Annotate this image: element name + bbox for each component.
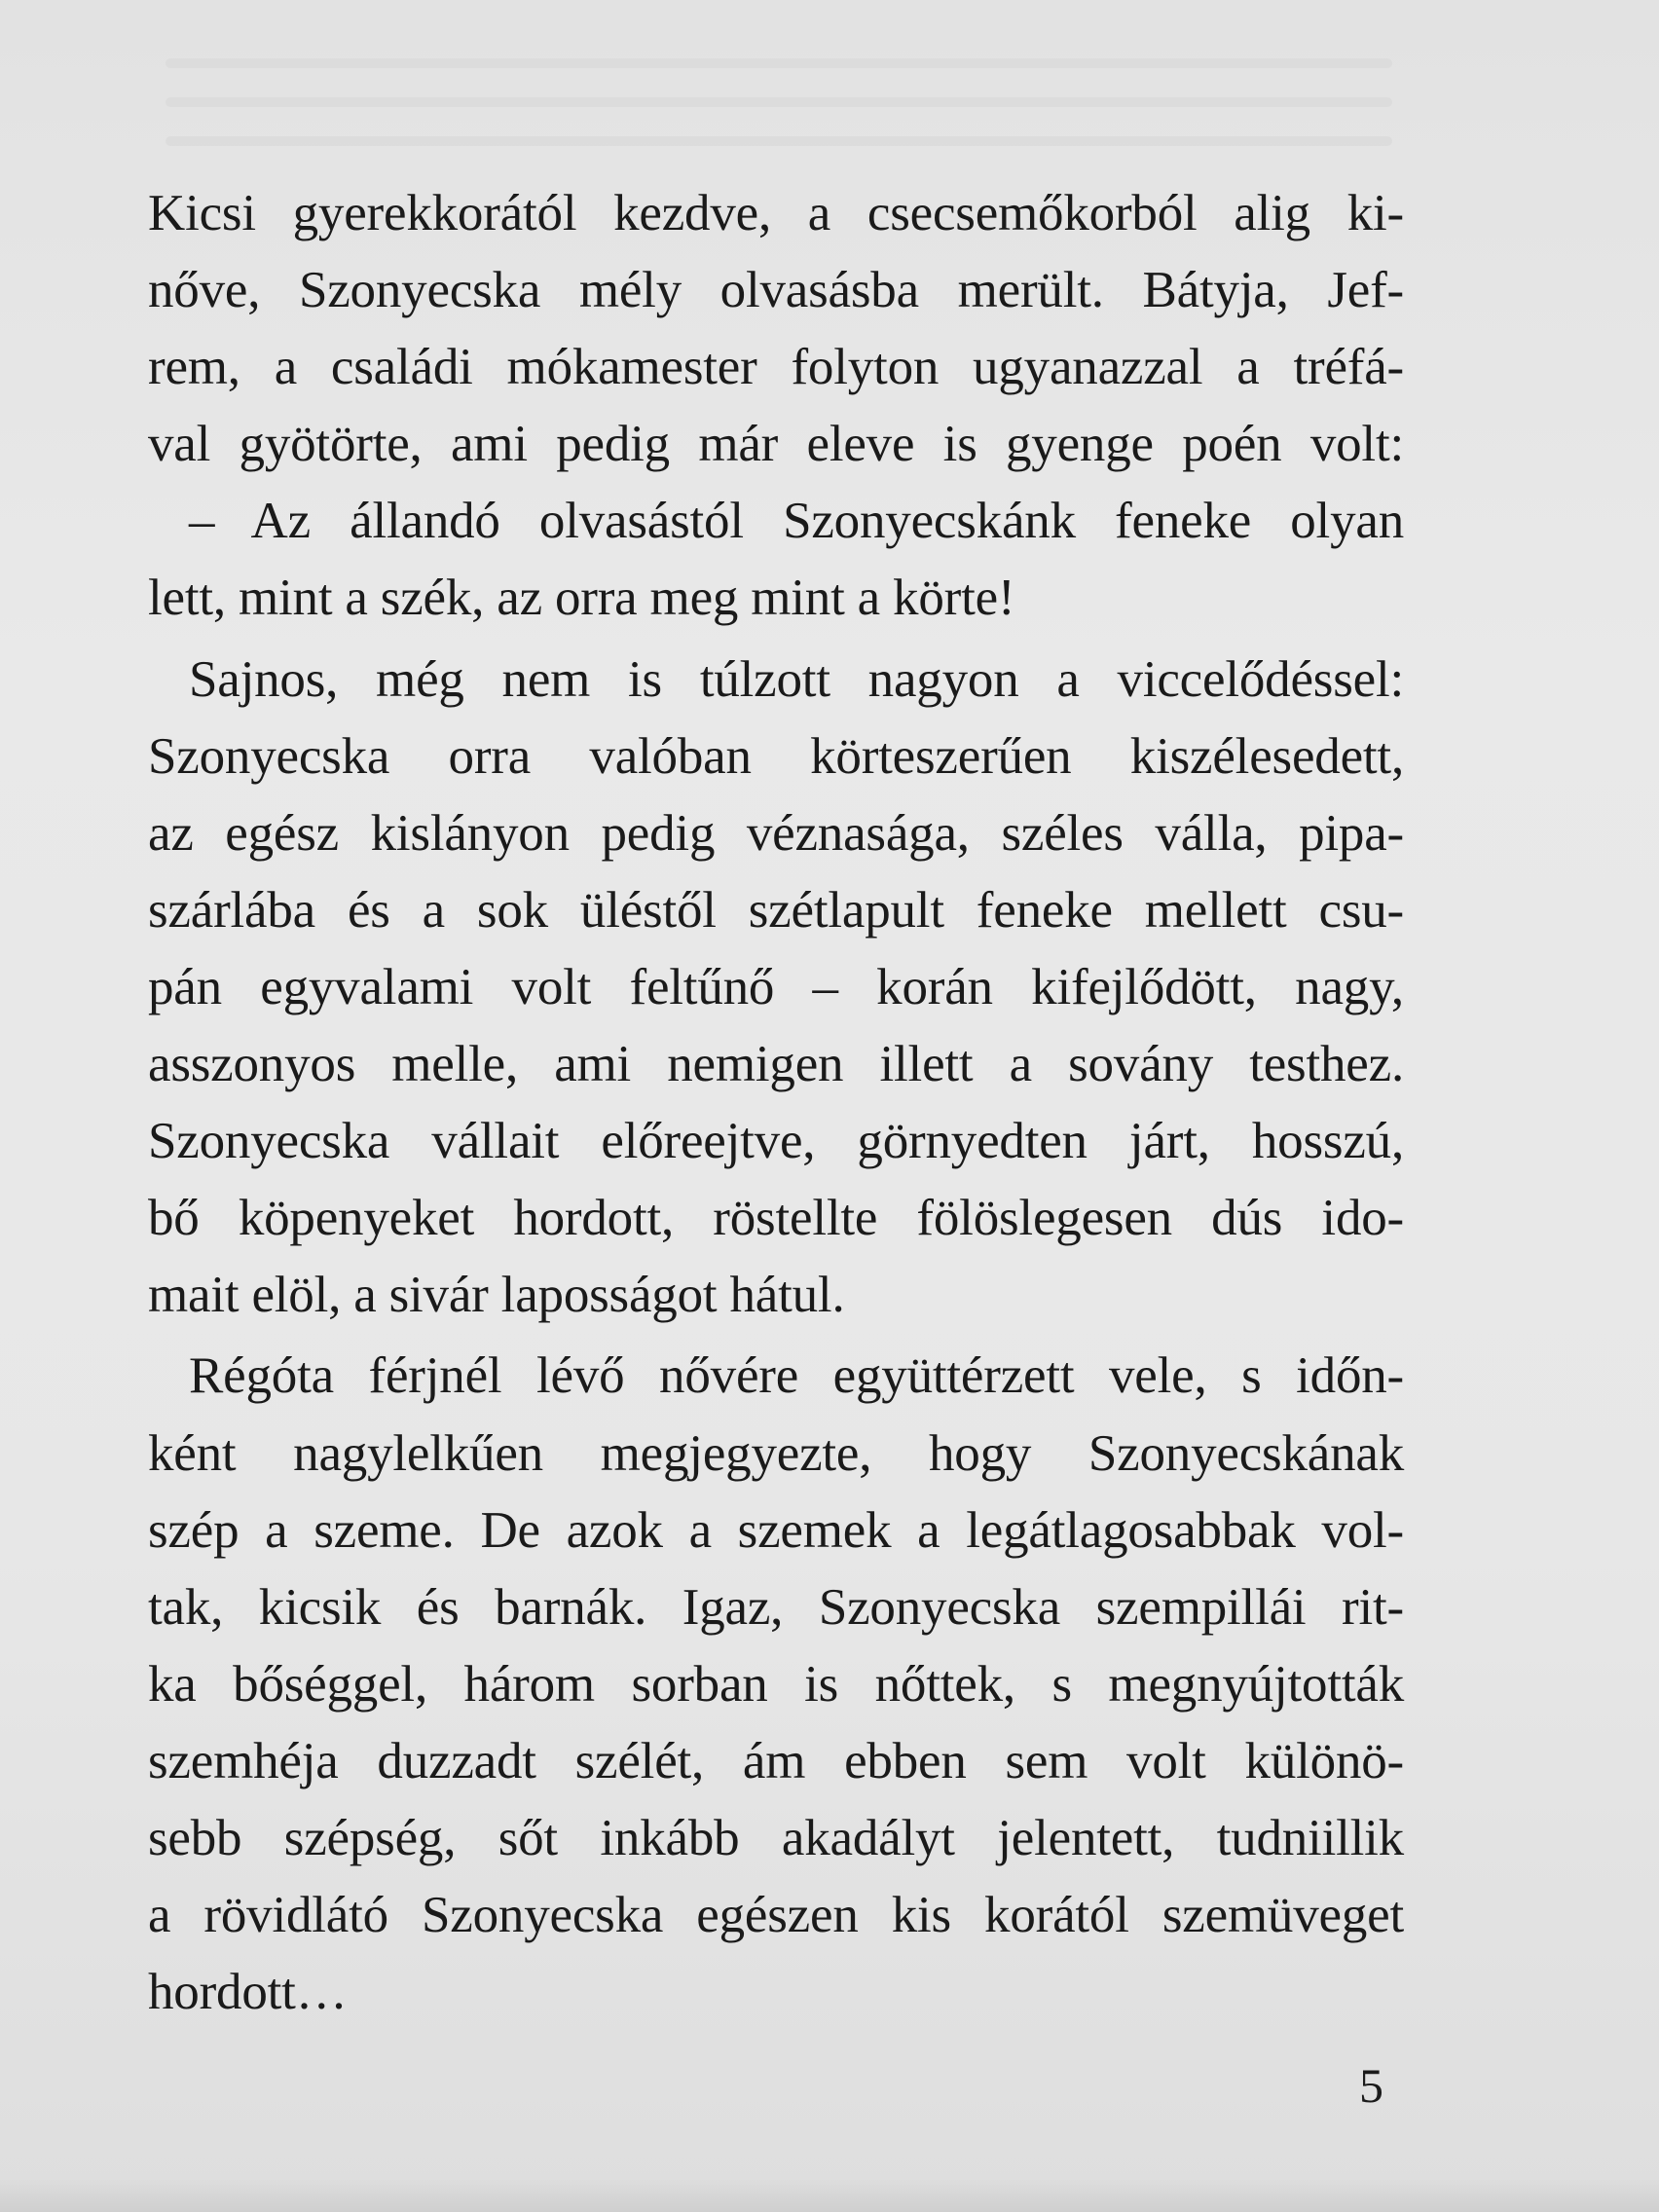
text-line: Szonyecska vállait előreejtve, görnyedten járt, hosszú, [148, 1113, 1404, 1170]
text-line: val gyötörte, ami pedig már eleve is gyenge poén volt: [148, 416, 1404, 473]
text-line: – Az állandó olvasástól Szonyecskánk feneke olyan [189, 493, 1404, 550]
text-line: sebb szépség, sőt inkább akadályt jelentett, tudniillik [148, 1809, 1404, 1866]
show-through-line [166, 97, 1392, 107]
text-line: ka bőséggel, három sorban is nőttek, s megnyújtották [148, 1655, 1404, 1713]
text-line: szemhéja duzzadt szélét, ám ebben sem volt különö- [148, 1732, 1404, 1789]
paragraph [148, 1338, 1404, 2031]
paragraph [148, 175, 1404, 483]
text-line: szép a szeme. De azok a szemek a legátlagosabbak vol- [148, 1501, 1404, 1559]
paragraph [148, 483, 1404, 637]
body-text [148, 175, 1404, 2031]
text-line: mait elöl, a sivár laposságot hátul. [148, 1267, 845, 1324]
show-through-line [166, 136, 1392, 146]
text-line: Kicsi gyerekkorától kezdve, a csecsemőkorból alig ki- [148, 185, 1404, 241]
paragraph [148, 642, 1404, 1335]
text-line: tak, kicsik és barnák. Igaz, Szonyecska szempillái rit- [148, 1578, 1404, 1636]
show-through-line [166, 58, 1392, 68]
text-line: pán egyvalami volt feltűnő – korán kifejlődött, nagy, [148, 958, 1404, 1015]
text-line: Sajnos, még nem is túlzott nagyon a viccelődéssel: [189, 650, 1404, 708]
text-line: szárlába és a sok üléstől szétlapult feneke mellett csu- [148, 881, 1404, 939]
text-line: rem, a családi mókamester folyton ugyanazzal a tréfá- [148, 339, 1404, 396]
text-line: a rövidlátó Szonyecska egészen kis korától szemüveget [148, 1887, 1404, 1944]
text-line: lett, mint a szék, az orra meg mint a körte! [148, 570, 1015, 627]
page-number: 5 [1359, 2058, 1383, 2113]
text-line: az egész kislányon pedig véznasága, széles válla, pipa- [148, 804, 1404, 862]
text-line: asszonyos melle, ami nemigen illett a sovány testhez. [148, 1036, 1404, 1093]
text-line: ként nagylelkűen megjegyezte, hogy Szonyecskának [148, 1424, 1404, 1482]
text-line: nőve, Szonyecska mély olvasásba merült. Bátyja, Jef- [148, 262, 1404, 319]
text-line: hordott… [148, 1964, 348, 2021]
page-bottom-edge [0, 2177, 1659, 2212]
text-line: Szonyecska orra valóban körteszerűen kiszélesedett, [148, 727, 1404, 785]
text-line: bő köpenyeket hordott, röstellte fölöslegesen dús ido- [148, 1190, 1404, 1247]
text-line: Régóta férjnél lévő nővére együttérzett vele, s időn- [189, 1347, 1404, 1405]
